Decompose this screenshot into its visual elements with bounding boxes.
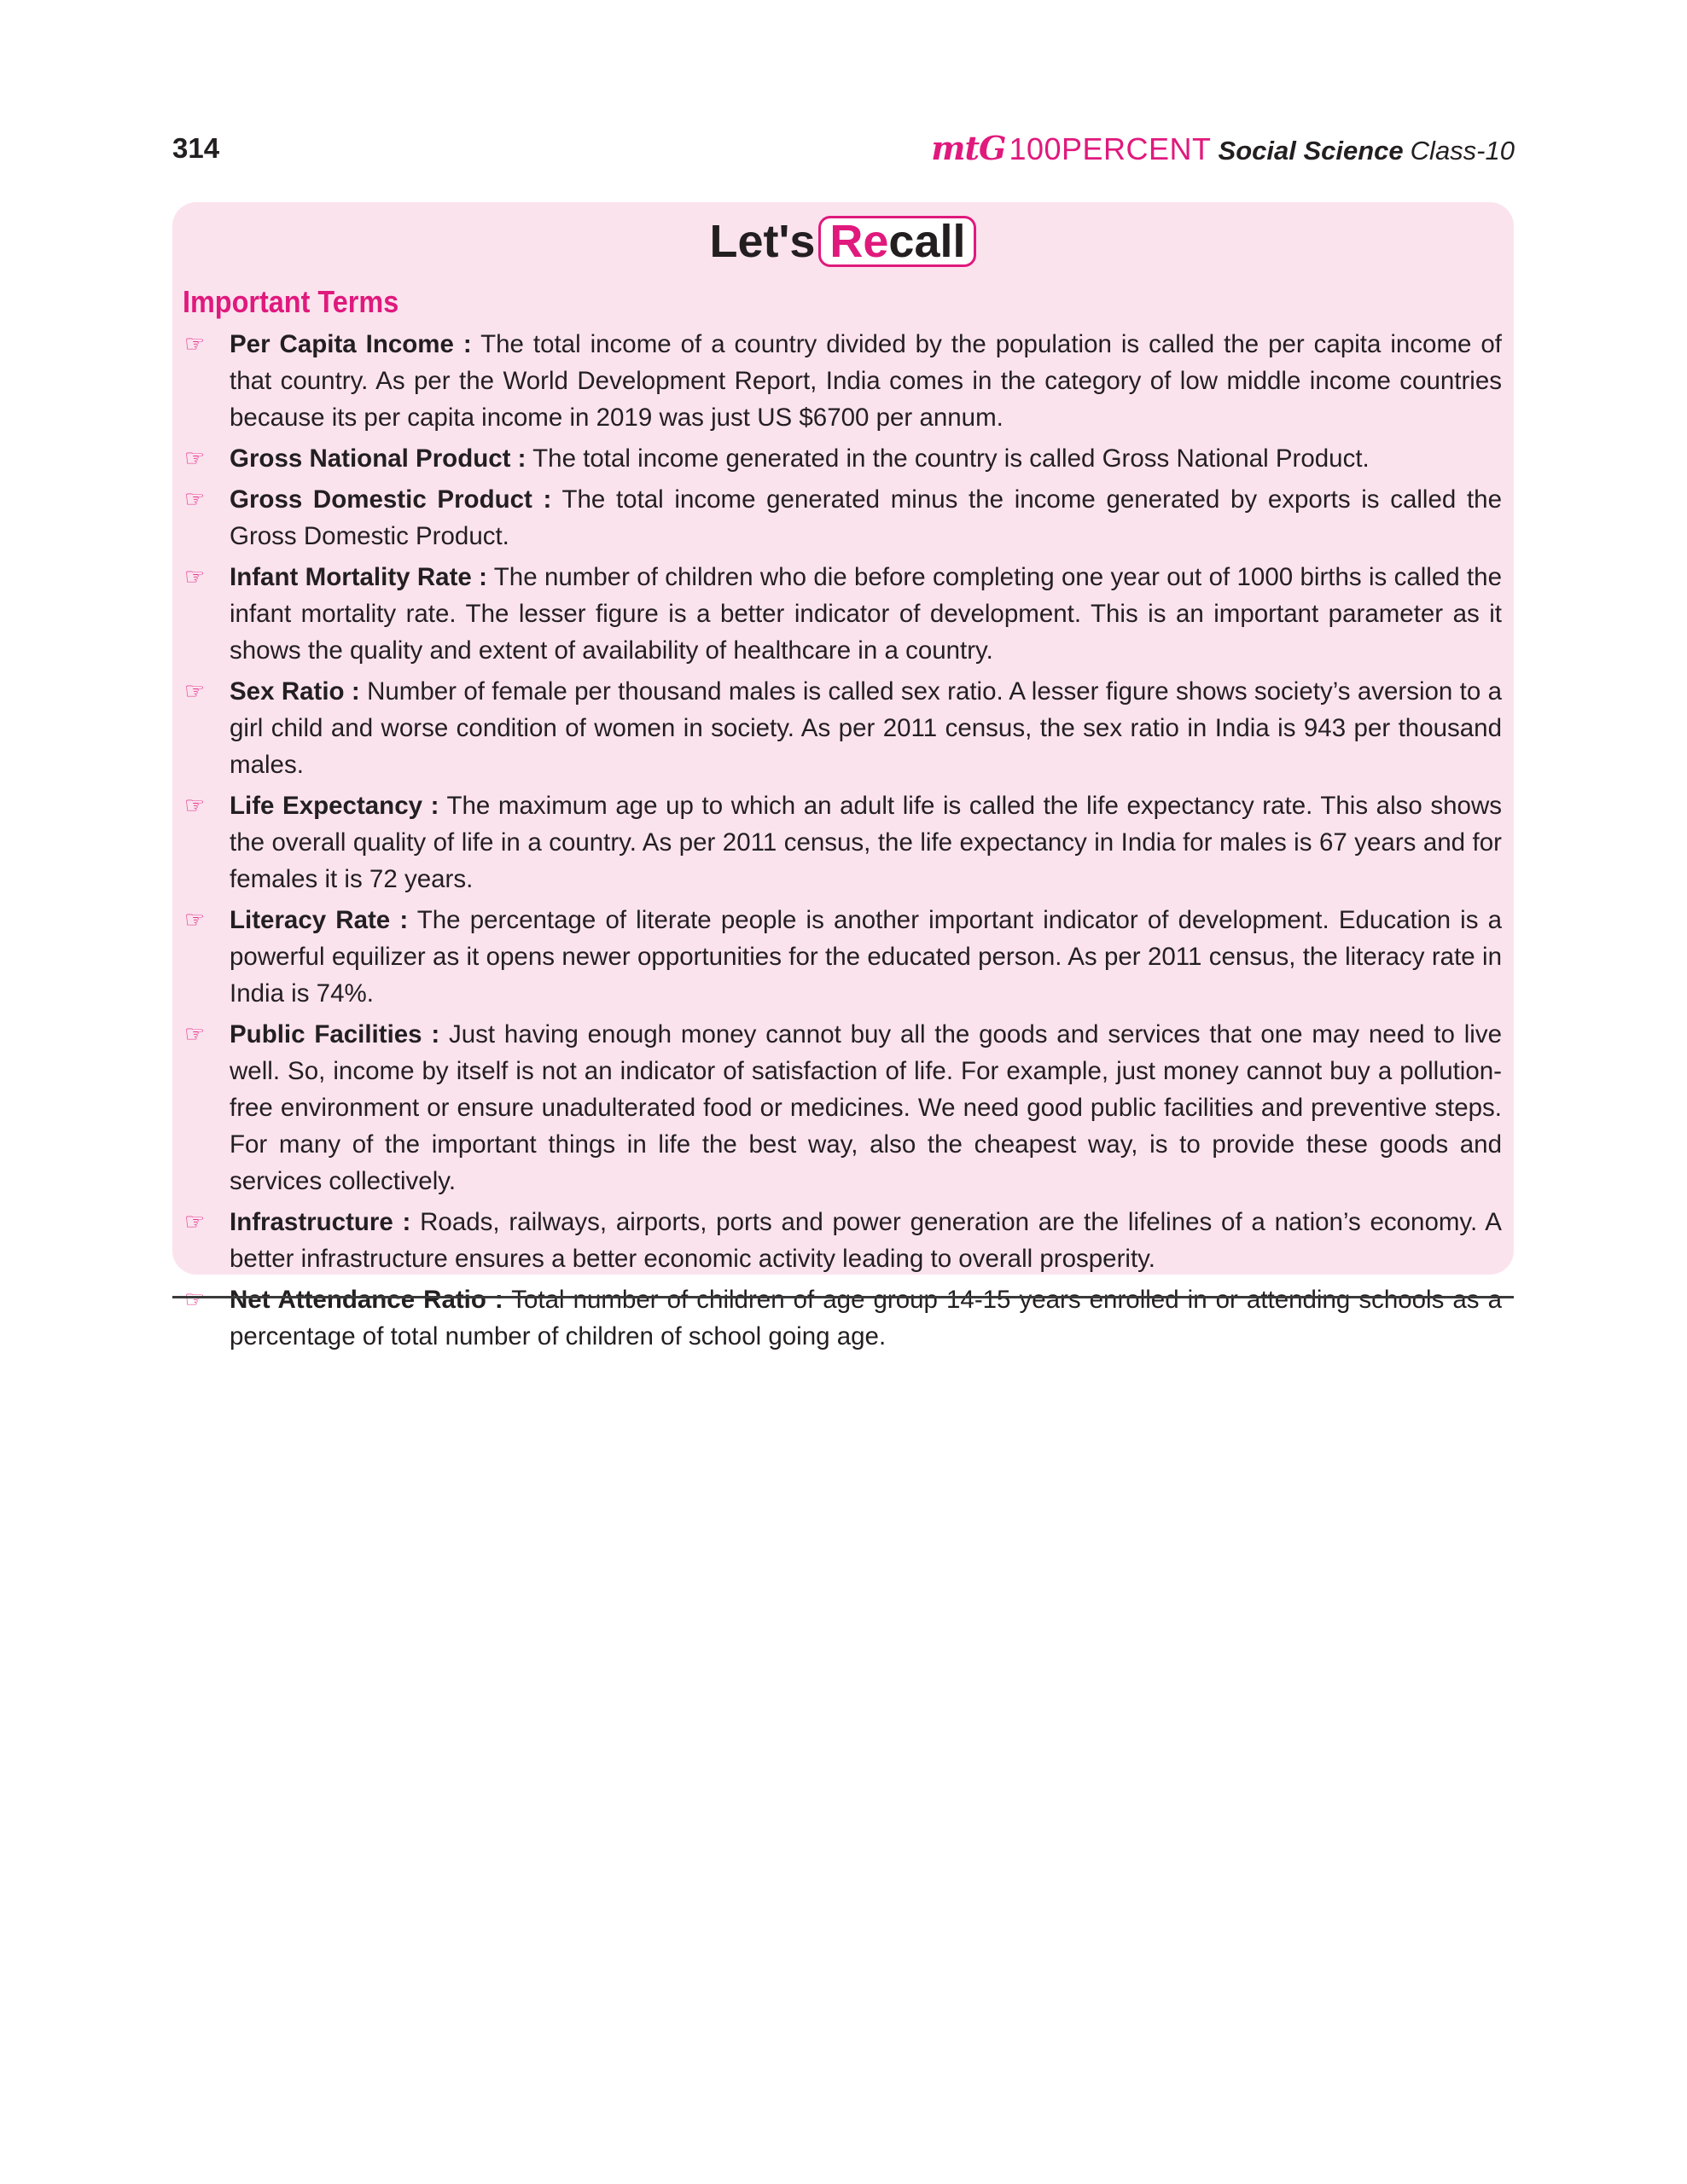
page-divider <box>172 1296 1514 1298</box>
title-pill-rest: call <box>888 216 966 267</box>
brand-name: 100PERCENT <box>1009 131 1212 166</box>
title-pill-accent: Re <box>829 216 889 267</box>
title-pill <box>818 216 976 267</box>
term-item <box>172 673 1514 783</box>
term-definition: The total income generated minus the income generated by exports is called the Gross Domestic Product. <box>230 485 1502 550</box>
term-name: Life Expectancy : <box>230 792 439 820</box>
term-name: Infrastructure : <box>230 1208 411 1236</box>
term-item <box>172 481 1514 555</box>
term-item <box>172 1016 1514 1199</box>
term-definition: Roads, railways, airports, ports and power generation are the lifelines of a nation’s economy. A better infrastructure ensures a better economic activity leading to overall prosperity. <box>230 1208 1502 1273</box>
pointing-hand-icon: ☞ <box>184 678 206 705</box>
book-class: Class-10 <box>1410 136 1515 166</box>
term-definition: The percentage of literate people is another important indicator of development. Education is a powerful equilizer as it opens newer opportunities for the educated person. As per 2011 census, the literacy rate in India is 74%. <box>230 906 1502 1008</box>
lets-recall-box <box>172 202 1514 1350</box>
title-lead: Let's <box>709 216 816 267</box>
running-head <box>931 128 1515 169</box>
term-name: Public Facilities : <box>230 1020 440 1048</box>
book-subject: Social Science <box>1218 136 1404 166</box>
term-item <box>172 902 1514 1012</box>
brand-logo: mtG <box>931 129 1006 167</box>
term-name: Literacy Rate : <box>230 906 409 934</box>
pointing-hand-icon: ☞ <box>184 1021 206 1048</box>
term-definition: The number of children who die before completing one year out of 1000 births is called the infant mortality rate. The lesser figure is a better indicator of development. This is an important parameter as it shows the quality and extent of availability of healthcare in a country. <box>230 563 1502 665</box>
term-definition: The total income of a country divided by the population is called the per capita income of that country. As per the World Development Report, India comes in the category of low middle income countries because its per capita income in 2019 was just US $6700 per annum. <box>230 330 1502 432</box>
term-name: Sex Ratio : <box>230 677 360 706</box>
box-title <box>172 214 1514 269</box>
term-item <box>172 1204 1514 1277</box>
term-name: Gross Domestic Product : <box>230 485 552 514</box>
page-number: 314 <box>172 132 220 164</box>
term-item <box>172 440 1514 477</box>
term-definition: The total income generated in the country is called Gross National Product. <box>526 444 1370 473</box>
pointing-hand-icon: ☞ <box>184 486 206 513</box>
term-name: Infant Mortality Rate : <box>230 563 487 591</box>
pointing-hand-icon: ☞ <box>184 445 206 472</box>
terms-list <box>172 326 1514 1359</box>
pointing-hand-icon: ☞ <box>184 1287 206 1313</box>
term-definition: Total number of children of age group 14-15 years enrolled in or attending schools as a percentage of total number of children of school going age. <box>230 1286 1502 1350</box>
term-name: Gross National Product : <box>230 444 526 473</box>
term-item <box>172 1281 1514 1355</box>
pointing-hand-icon: ☞ <box>184 793 206 819</box>
term-item <box>172 559 1514 669</box>
pointing-hand-icon: ☞ <box>184 564 206 590</box>
term-item <box>172 787 1514 897</box>
term-definition: The maximum age up to which an adult life is called the life expectancy rate. This also shows the overall quality of life in a country. As per 2011 census, the life expectancy in India for males is 67 years and for females it is 72 years. <box>230 792 1503 893</box>
term-definition: Just having enough money cannot buy all the goods and services that one may need to live well. So, income by itself is not an indicator of satisfaction of life. For example, just money cannot buy a pollution-free environment or ensure unadulterated food or medicines. We need good public facilities and preventive steps. For many of the important things in life the best way, also the cheapest way, is to provide these goods and services collectively. <box>230 1020 1502 1195</box>
section-heading: Important Terms <box>183 284 399 319</box>
pointing-hand-icon: ☞ <box>184 331 206 357</box>
term-name: Per Capita Income : <box>230 330 472 358</box>
pointing-hand-icon: ☞ <box>184 907 206 933</box>
term-definition: Number of female per thousand males is called sex ratio. A lesser figure shows society’s aversion to a girl child and worse condition of women in society. As per 2011 census, the sex ratio in India is 943 per thousand males. <box>230 677 1502 779</box>
term-name: Net Attendance Ratio : <box>230 1286 503 1314</box>
pointing-hand-icon: ☞ <box>184 1209 206 1235</box>
term-item <box>172 326 1514 436</box>
